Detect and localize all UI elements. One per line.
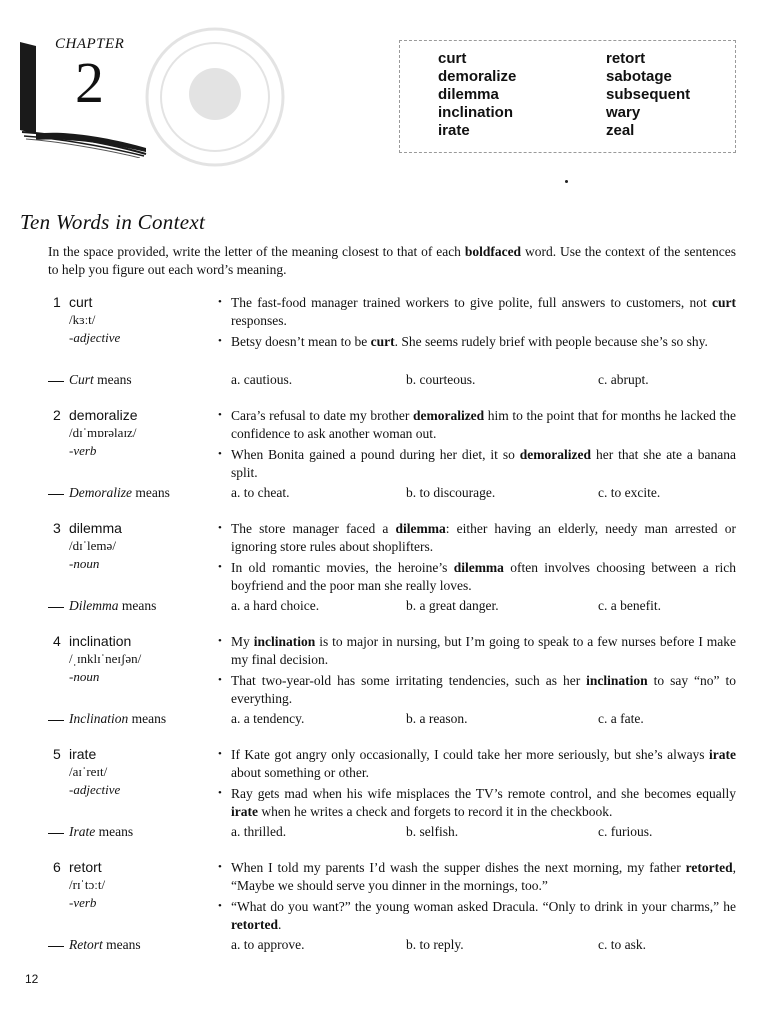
vocab-entry-curt — [0, 294, 768, 404]
choice-a: a. a hard choice. — [231, 598, 320, 613]
word-list-item: wary — [606, 104, 641, 121]
word-list-box — [399, 40, 736, 153]
means-label: Demoralize means — [69, 485, 170, 500]
answer-blank[interactable] — [48, 946, 64, 947]
word-list-item: inclination — [438, 104, 513, 121]
entry-part-of-speech: -adjective — [69, 330, 121, 345]
bullet-icon: • — [218, 448, 222, 460]
choice-b: b. a reason. — [406, 711, 468, 726]
word-list-item: dilemma — [438, 86, 499, 103]
vocab-entry-demoralize — [0, 407, 768, 517]
vocab-entry-retort — [0, 859, 768, 969]
entry-pronunciation: /aɪˈreɪt/ — [69, 764, 108, 779]
entry-part-of-speech: -verb — [69, 895, 97, 910]
bullet-icon: • — [218, 861, 222, 873]
example-sentence-1: The fast-food manager trained workers to give polite, full answers to customers, not curt responses. — [231, 295, 736, 328]
example-sentence-2: When Bonita gained a pound during her diet, it so demoralized her that she ate a banana split. — [231, 447, 736, 480]
word-list-column-1 — [438, 50, 516, 140]
word-list-column-2 — [606, 50, 690, 140]
bullet-icon: • — [218, 409, 222, 421]
bullet-icon: • — [218, 561, 222, 573]
choice-b: b. courteous. — [406, 372, 476, 387]
vocab-entry-irate — [0, 746, 768, 856]
bullet-icon: • — [218, 900, 222, 912]
choice-b: b. selfish. — [406, 824, 459, 839]
entry-word: 5 irate — [53, 746, 97, 762]
means-label: Irate means — [69, 824, 134, 839]
choice-c: c. to excite. — [598, 485, 661, 500]
choice-b: b. to reply. — [406, 937, 464, 952]
answer-blank[interactable] — [48, 494, 64, 495]
choice-b: b. to discourage. — [406, 485, 496, 500]
means-label: Dilemma means — [69, 598, 157, 613]
word-list-item: demoralize — [438, 68, 517, 85]
example-sentence-1: Cara’s refusal to date my brother demoralized him to the point that for months he lacked the confidence to ask another woman out. — [231, 408, 736, 441]
means-label: Curt means — [69, 372, 132, 387]
page-number: 12 — [25, 972, 39, 986]
bullet-icon: • — [218, 296, 222, 308]
entry-word: 6 retort — [53, 859, 102, 875]
example-sentence-2: “What do you want?” the young woman asked Dracula. “Only to drink in your charms,” he retorted. — [231, 899, 736, 932]
means-label: Inclination means — [69, 711, 167, 726]
means-label: Retort means — [69, 937, 141, 952]
choice-c: c. furious. — [598, 824, 653, 839]
choice-c: c. a benefit. — [598, 598, 661, 613]
word-list-item: subsequent — [606, 86, 691, 103]
entry-part-of-speech: -verb — [69, 443, 97, 458]
bullet-icon: • — [218, 635, 222, 647]
bullet-icon: • — [218, 674, 222, 686]
example-sentence-1: When I told my parents I’d wash the supper dishes the next morning, my father retorted, “Maybe we should serve you dinner in the mornings, too.” — [231, 860, 736, 893]
chapter-label: CHAPTER — [55, 36, 125, 52]
entry-pronunciation: /dɪˈmɒrəlaɪz/ — [69, 425, 137, 440]
word-list-item: sabotage — [606, 68, 672, 85]
chapter-number: 2 — [75, 50, 104, 115]
word-list-item: irate — [438, 122, 470, 139]
answer-blank[interactable] — [48, 833, 64, 834]
entry-word: 3 dilemma — [53, 520, 122, 536]
watermark-seal-icon — [140, 22, 290, 177]
entry-word: 2 demoralize — [53, 407, 138, 423]
answer-blank[interactable] — [48, 607, 64, 608]
example-sentence-1: The store manager faced a dilemma: either having an elderly, needy man arrested or ignoring store rules about shoplifters. — [231, 521, 736, 554]
answer-blank[interactable] — [48, 720, 64, 721]
entry-pronunciation: /rɪˈtɔːt/ — [69, 877, 106, 892]
bullet-icon: • — [218, 748, 222, 760]
choice-a: a. to cheat. — [231, 485, 290, 500]
entry-word: 1 curt — [53, 294, 93, 310]
choice-c: c. abrupt. — [598, 372, 649, 387]
example-sentence-2: In old romantic movies, the heroine’s dilemma often involves choosing between a rich boyfriend and the poor man she really loves. — [231, 560, 736, 593]
choice-b: b. a great danger. — [406, 598, 499, 613]
entry-part-of-speech: -noun — [69, 669, 100, 684]
choice-a: a. cautious. — [231, 372, 293, 387]
bullet-icon: • — [218, 522, 222, 534]
vocab-entry-inclination — [0, 633, 768, 743]
choice-c: c. to ask. — [598, 937, 646, 952]
answer-blank[interactable] — [48, 381, 64, 382]
example-sentence-2: Ray gets mad when his wife misplaces the TV’s remote control, and she becomes equally irate when he writes a check and forgets to record it in the checkbook. — [231, 786, 736, 819]
choice-c: c. a fate. — [598, 711, 644, 726]
word-list-item: zeal — [606, 122, 635, 139]
stray-dot — [565, 180, 568, 183]
instructions: In the space provided, write the letter of the meaning closest to that of each boldfaced word. Use the context of the sentences to help you figure out each word’s meaning. — [48, 244, 736, 277]
vocab-entry-dilemma — [0, 520, 768, 630]
bullet-icon: • — [218, 787, 222, 799]
section-title: Ten Words in Context — [20, 210, 206, 234]
entry-pronunciation: /kɜːt/ — [69, 312, 96, 327]
entry-pronunciation: /ˌɪnklɪˈneɪʃən/ — [69, 651, 142, 666]
word-list-item: retort — [606, 50, 646, 67]
example-sentence-2: Betsy doesn’t mean to be curt. She seems rudely brief with people because she’s so shy. — [231, 334, 708, 349]
entry-part-of-speech: -noun — [69, 556, 100, 571]
word-list-item: curt — [438, 50, 467, 67]
choice-a: a. thrilled. — [231, 824, 287, 839]
choice-a: a. to approve. — [231, 937, 305, 952]
bullet-icon: • — [218, 335, 222, 347]
example-sentence-1: If Kate got angry only occasionally, I could take her more seriously, but she’s always irate about something or other. — [231, 747, 736, 780]
entry-pronunciation: /dɪˈlemə/ — [69, 538, 116, 553]
choice-a: a. a tendency. — [231, 711, 305, 726]
example-sentence-2: That two-year-old has some irritating tendencies, such as her inclination to say “no” to everything. — [231, 673, 736, 706]
example-sentence-1: My inclination is to major in nursing, but I’m going to speak to a few nurses before I make my final decision. — [231, 634, 736, 667]
entry-word: 4 inclination — [53, 633, 132, 649]
entry-part-of-speech: -adjective — [69, 782, 121, 797]
